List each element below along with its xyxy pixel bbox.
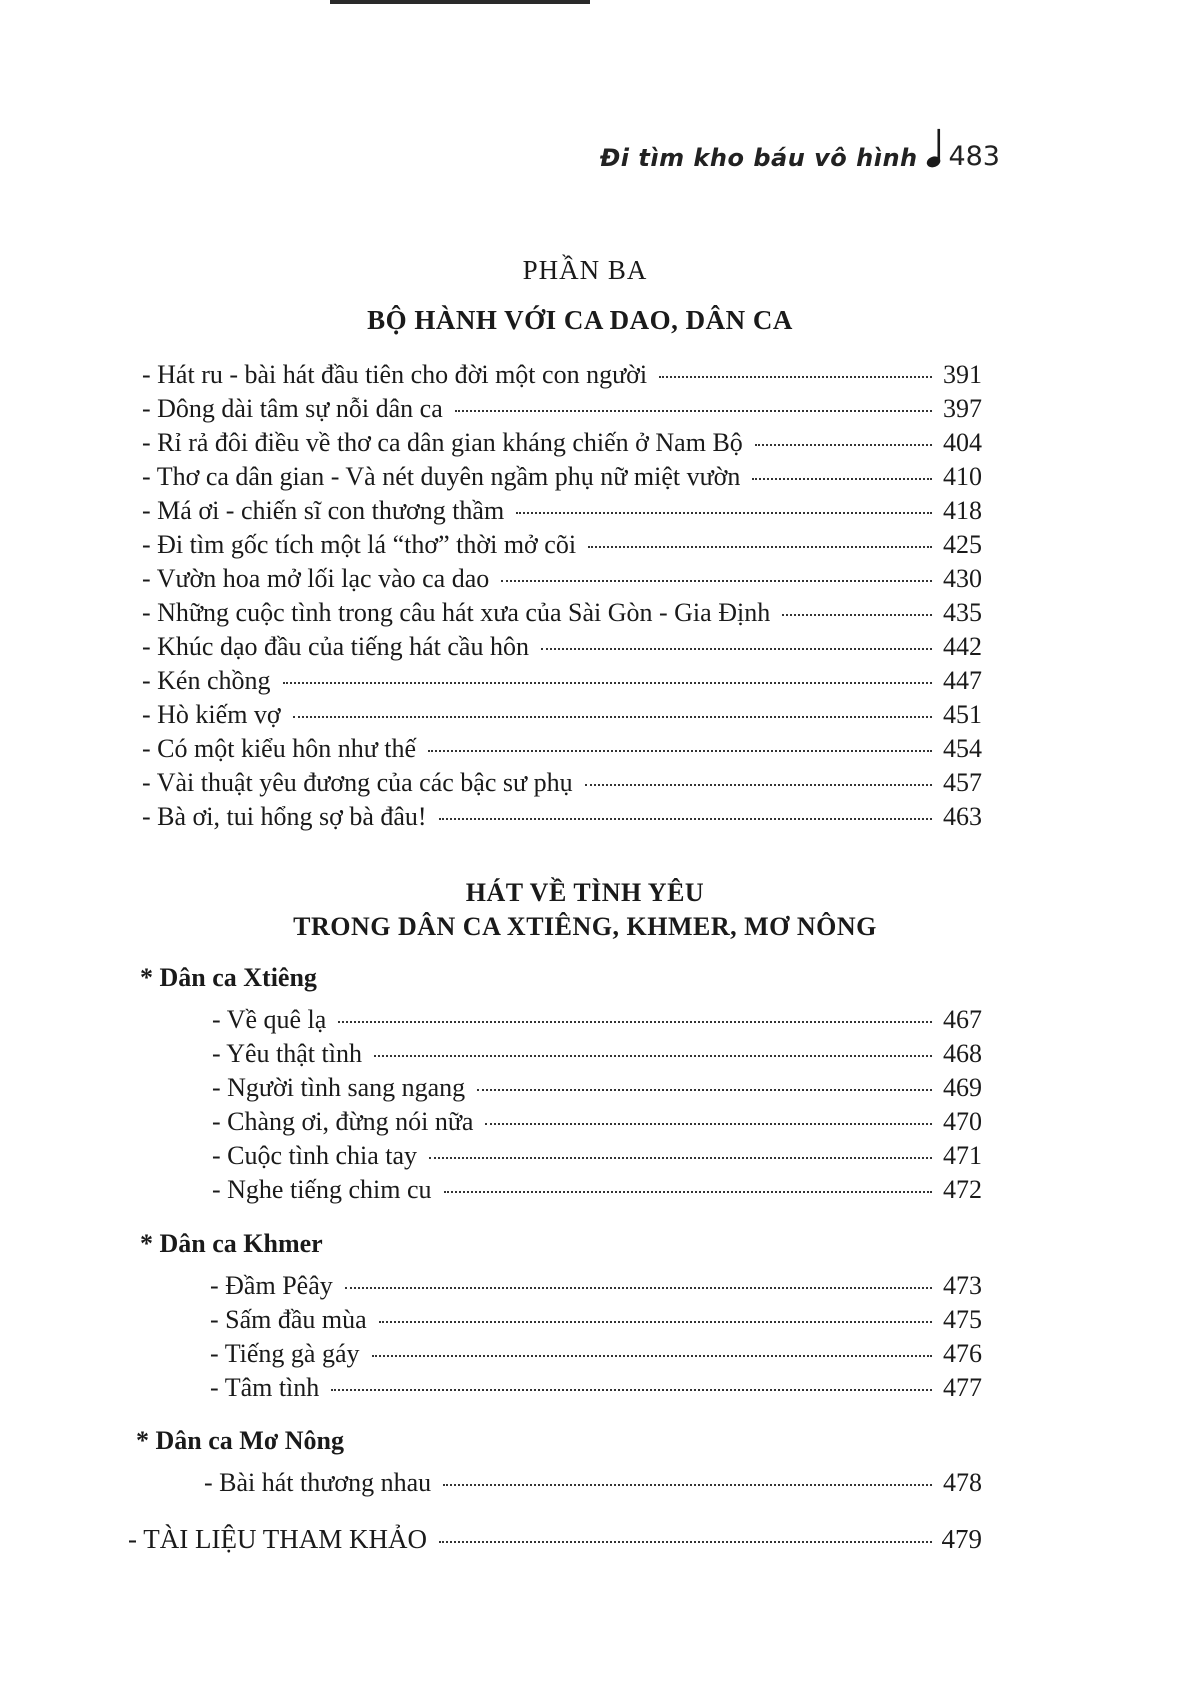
dot-leader bbox=[429, 1157, 932, 1159]
toc-entry-title: - Bài hát thương nhau bbox=[204, 1468, 432, 1497]
toc-entry-title: - Tâm tình bbox=[210, 1373, 320, 1402]
toc-entry[interactable] bbox=[210, 1303, 982, 1337]
toc-entry-page: 435 bbox=[943, 598, 982, 627]
dot-leader bbox=[541, 648, 932, 650]
toc-entry-title: - Khúc dạo đầu của tiếng hát cầu hôn bbox=[142, 632, 529, 661]
toc-entry-title: - Sấm đầu mùa bbox=[210, 1305, 367, 1334]
toc-entry-page: 391 bbox=[943, 360, 982, 389]
toc-entry[interactable] bbox=[212, 1105, 982, 1139]
toc-entry-page: 425 bbox=[943, 530, 982, 559]
toc-entry[interactable] bbox=[212, 1003, 982, 1037]
toc-entry-page: 451 bbox=[943, 700, 982, 729]
toc-entry-page: 397 bbox=[943, 394, 982, 423]
toc-entry-title: - Kén chồng bbox=[142, 666, 271, 695]
toc-entry-title: - Bà ơi, tui hổng sợ bà đâu! bbox=[142, 802, 427, 831]
toc-entry[interactable] bbox=[210, 1337, 982, 1371]
toc-entry-title: - Hát ru - bài hát đầu tiên cho đời một con người bbox=[142, 360, 648, 389]
toc-entry-title: - TÀI LIỆU THAM KHẢO bbox=[128, 1524, 427, 1554]
toc-entry[interactable] bbox=[142, 358, 982, 392]
toc-entry-title: - Thơ ca dân gian - Và nét duyên ngầm phụ nữ miệt vườn bbox=[142, 462, 741, 491]
dot-leader bbox=[516, 512, 932, 514]
toc-entry[interactable] bbox=[210, 1371, 982, 1405]
dot-leader bbox=[782, 614, 932, 616]
dot-leader bbox=[588, 546, 932, 548]
toc-entry-page: 473 bbox=[943, 1271, 982, 1300]
toc-entry[interactable] bbox=[142, 800, 982, 834]
toc-entry[interactable] bbox=[142, 630, 982, 664]
header-title: Đi tìm kho báu vô hình bbox=[600, 144, 918, 172]
running-header bbox=[600, 126, 1000, 172]
toc-entry[interactable] bbox=[142, 460, 982, 494]
toc-entry-title: - Vài thuật yêu đương của các bậc sư phụ bbox=[142, 768, 573, 797]
music-note-icon bbox=[924, 124, 945, 172]
toc-entry-page: 475 bbox=[943, 1305, 982, 1334]
dot-leader bbox=[374, 1055, 932, 1057]
toc-entry[interactable] bbox=[212, 1037, 982, 1071]
part-label: PHẦN BA bbox=[522, 255, 648, 285]
toc-entry-title: - Người tình sang ngang bbox=[212, 1073, 466, 1102]
toc-entry[interactable] bbox=[142, 426, 982, 460]
toc-entry-page: 447 bbox=[943, 666, 982, 695]
toc-entry-page: 472 bbox=[943, 1175, 982, 1204]
dot-leader bbox=[659, 376, 932, 378]
toc-entry[interactable] bbox=[212, 1071, 982, 1105]
toc-entry-page: 478 bbox=[943, 1468, 982, 1497]
part-title: BỘ HÀNH VỚI CA DAO, DÂN CA bbox=[367, 305, 793, 335]
toc-entry-page: 469 bbox=[943, 1073, 982, 1102]
toc-entry[interactable] bbox=[142, 596, 982, 630]
dot-leader bbox=[585, 784, 932, 786]
toc-entry[interactable] bbox=[142, 766, 982, 800]
dot-leader bbox=[444, 1191, 933, 1193]
toc-entry-page: 442 bbox=[943, 632, 982, 661]
dot-leader bbox=[428, 750, 932, 752]
toc-entry-title: - Yêu thật tình bbox=[212, 1039, 362, 1068]
toc-entry[interactable] bbox=[142, 392, 982, 426]
dot-leader bbox=[293, 716, 932, 718]
toc-entry-title: - Chàng ơi, đừng nói nữa bbox=[212, 1107, 474, 1136]
dot-leader bbox=[338, 1021, 932, 1023]
dot-leader bbox=[372, 1355, 933, 1357]
toc-entry[interactable] bbox=[210, 1269, 982, 1303]
toc-entry[interactable] bbox=[142, 528, 982, 562]
dot-leader bbox=[331, 1389, 932, 1391]
dot-leader bbox=[477, 1089, 932, 1091]
toc-entry-page: 476 bbox=[943, 1339, 982, 1368]
toc-entry-title: - Có một kiểu hôn như thế bbox=[142, 734, 417, 763]
section-title-line1: HÁT VỀ TÌNH YÊU bbox=[465, 878, 705, 907]
toc-entry-page: 479 bbox=[941, 1524, 982, 1554]
toc-entry-page: 477 bbox=[943, 1373, 982, 1402]
dot-leader bbox=[755, 444, 932, 446]
toc-entry[interactable] bbox=[212, 1173, 982, 1207]
dot-leader bbox=[439, 818, 932, 820]
toc-entry-title: - Nghe tiếng chim cu bbox=[212, 1175, 432, 1204]
toc-entry-page: 470 bbox=[943, 1107, 982, 1136]
toc-entry-title: - Má ơi - chiến sĩ con thương thầm bbox=[142, 496, 505, 525]
section-title-line2: TRONG DÂN CA XTIÊNG, KHMER, MƠ NÔNG bbox=[293, 912, 877, 941]
dot-leader bbox=[439, 1541, 932, 1543]
toc-entry[interactable] bbox=[212, 1139, 982, 1173]
toc-entry-page: 430 bbox=[943, 564, 982, 593]
toc-entry-page: 404 bbox=[943, 428, 982, 457]
toc-entry-references[interactable] bbox=[128, 1522, 982, 1556]
toc-entry[interactable] bbox=[142, 732, 982, 766]
toc-entry-title: - Đi tìm gốc tích một lá “thơ” thời mở cõi bbox=[142, 530, 577, 559]
toc-entry-page: 457 bbox=[943, 768, 982, 797]
top-rule bbox=[330, 0, 590, 4]
toc-entry[interactable] bbox=[204, 1466, 982, 1500]
dot-leader bbox=[485, 1123, 932, 1125]
dot-leader bbox=[345, 1287, 932, 1289]
dot-leader bbox=[455, 410, 932, 412]
subsection-heading-monong: * Dân ca Mơ Nông bbox=[136, 1426, 344, 1455]
toc-entry-page: 467 bbox=[943, 1005, 982, 1034]
toc-entry-title: - Những cuộc tình trong câu hát xưa của Sài Gòn - Gia Định bbox=[142, 598, 771, 627]
dot-leader bbox=[752, 478, 932, 480]
toc-entry-title: - Dông dài tâm sự nỗi dân ca bbox=[142, 394, 443, 423]
toc-entry[interactable] bbox=[142, 562, 982, 596]
toc-entry[interactable] bbox=[142, 494, 982, 528]
toc-entry-page: 454 bbox=[943, 734, 982, 763]
toc-entry-title: - Tiếng gà gáy bbox=[210, 1339, 360, 1368]
subsection-heading-khmer: * Dân ca Khmer bbox=[140, 1229, 323, 1258]
dot-leader bbox=[501, 580, 932, 582]
toc-entry-page: 410 bbox=[943, 462, 982, 491]
page-number: 483 bbox=[948, 141, 1000, 172]
toc-entry[interactable] bbox=[142, 664, 982, 698]
toc-entry-title: - Về quê lạ bbox=[212, 1005, 327, 1034]
toc-entry-page: 468 bbox=[943, 1039, 982, 1068]
toc-entry-title: - Vườn hoa mở lối lạc vào ca dao bbox=[142, 564, 490, 593]
toc-entry-page: 471 bbox=[943, 1141, 982, 1170]
dot-leader bbox=[379, 1321, 932, 1323]
toc-entry[interactable] bbox=[142, 698, 982, 732]
toc-entry-title: - Đầm Pêây bbox=[210, 1271, 333, 1300]
dot-leader bbox=[283, 682, 932, 684]
toc-entry-title: - Cuộc tình chia tay bbox=[212, 1141, 418, 1170]
subsection-heading-xtieng: * Dân ca Xtiêng bbox=[140, 963, 317, 992]
dot-leader bbox=[443, 1484, 932, 1486]
toc-entry-page: 418 bbox=[943, 496, 982, 525]
toc-entry-title: - Hò kiếm vợ bbox=[142, 700, 281, 729]
toc-entry-page: 463 bbox=[943, 802, 982, 831]
toc-entry-title: - Rỉ rả đôi điều về thơ ca dân gian kháng chiến ở Nam Bộ bbox=[142, 428, 743, 457]
